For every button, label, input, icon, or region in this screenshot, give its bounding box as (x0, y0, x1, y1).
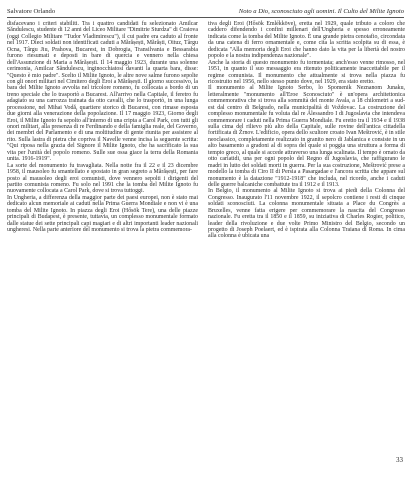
left-paragraph-1: disfacevano i criteri stabiliti. Tra i quattro candidati fu selezionato Amilcar Săndulescu, studente di 12 anni del Liceo Militare "Dimitrie Sturdza" di Craiova (oggi Collegio Militare "Tudor Vladimirescu"), il cui padre era caduto al fronte nel 1917. Dieci soldati non identificati caduti a Mărășești, Mărăști, Oituz, Târgu Ocna, Târgu Jiu, Prahova, Bucarest, in Dobrogia, Transilvania e Bessarabia furono riesumati e deposti in bare di quercia e vennero nella chiesa dell'Assunzione di Maria a Mărășești. Il 14 maggio 1923, durante una solenne cerimonia, Amilcar Săndulescu, inginocchiatosi davanti la quarta bara, disse: "Questo è mio padre". Scelto il Milite Ignoto, le altre nove salme furono sepolte con gli onori militari nel Cimitero degli Eroi a Mărășești. Il giorno successivo, la bara del Milite Ignoto avvolta nel tricolore romeno, fu collocata a bordo di un treno speciale che lo trasportò a Bucarest. All'arrivo nella Capitale, il feretro fu adagiato su una carrozza trainata da otto cavalli, che lo trasportò, in una lunga processione, nel Mihai Vodă, quartiere storico di Bucarest, con rimase esposta due giorni alla venerazione della popolazione. Il 17 maggio 1923, Giorno degli Eroi, il Milite Ignoto fu sepolto all'interno di una cripta a Carol Park, con tutti gli onori militari, alla presenza di re Ferdinando e della famiglia reale, del Governo, dei membri del Parlamento e di una moltitudine di gente riunita per assistere al rito. Sulla lastra di pietra che copriva il Navelle venne incisa la seguente scritta: "Qui riposa nella grazia del Signore il Milite Ignoto, che ha sacrificato la sua vita per l'unità del popolo romeno. Sulle sue ossa giace la terra della Romania unita. 1916-1919". (7, 21, 198, 163)
header-title (239, 7, 404, 17)
right-paragraph-4: In Belgio, il monumento al Milite Ignoto si trova ai piedi della Colonna del Congresso. Inaugurato l'11 novembre 1922, il sepolcro contiene i resti di cinque soldati sconosciuti. La colonna monumentale situata a Place du Congrès a Bruxelles, venne fatta erigere per commemorare la nascita del Congresso nazionale. Fu eretta tra il 1850 e il 1859, su iniziativa di Charles Rogier, politico, leader della rivoluzione e due volte Primo Ministro del Belgio, secondo un progetto di Joseph Poelaert, ed è ispirata alla Colonna Traiana di Roma. In cima alla colonna è ubicata una (208, 188, 405, 240)
header-title-separator: . (334, 8, 338, 15)
running-header (7, 7, 404, 17)
header-title-main: Noto a Dio, sconosciuto agli uomini (238, 8, 335, 15)
header-author: Salvatore Orlando (7, 8, 56, 15)
right-paragraph-2: Anche la storia di questo monumento fu tormentata; anch'esso venne rimosso, nel 1951, in quanto il suo messaggio era ritenuto politicamente inaccettabile per il regime comunista. Il monumento che attualmente si trova nella piazza fu ricostruito nel 1956, nello stesso punto dove, nel 1929, era stato eretto. (208, 59, 405, 85)
right-paragraph-1: tiva degli Eroi (Hősök Emlékköve), eretta nel 1929, quale tributo a coloro che caddero difendendo i confini millenari dell'Ungheria e spesso erroneamente indicata come la tomba del Milite Ignoto. È una grande pietra cenotafio, circondata da una catena di ferro ornamentale e, come cita la scritta scolpita su di essa, è dedicata "Alla memoria degli Eroi che hanno dato la vita per la libertà del nostro popolo e la nostra indipendenza nazionale". (208, 21, 405, 60)
header-rule (7, 17, 404, 18)
right-column (208, 21, 405, 240)
header-title-sub: Il Culto del Milite Ignoto (337, 8, 404, 15)
left-paragraph-3: In Ungheria, a differenza della maggior parte dei paesi europei, non è stato mai dedicato alcun memoriale ai caduti nella Prima Guerra Mondiale e non vi è una tomba del Milite Ignoto. In piazza degli Eroi (Hősök Tere), una delle piazze principali di Budapest, è presente, tuttavia, un complesso monumentale formato dalle statue dei sette principali capi magiari e di altri importanti leader nazionali ungheresi. Nella parte anteriore del monumento si trova la pietra commemora- (7, 194, 198, 233)
left-column (7, 21, 198, 233)
page-number: 33 (396, 456, 403, 464)
left-paragraph-2: La sorte del monumento fu travagliata. Nella notte fra il 22 e il 23 dicembre 1958, il mausoleo fu smantellato e spostato in gran segreto a Mărășești, per fare posto al mausoleo degli eroi comunisti, dove vennero sepolti i dirigenti del partito comunista romeno. Fu solo nel 1991 che la tomba del Milite Ignoto fu nuovamente collocata a Carol Park, dove si trova tuttoggi. (7, 162, 198, 195)
right-paragraph-3: Il monumento al Milite Ignoto Serbo, lo Spomenik Neznanom Junaku, letteralmente "monumento all'Eroe Sconosciuto" è un'opera architettonica commemorativa che si trova alla sommità del monte Avala, a 18 chilometri a sud-est dal centro di Belgrado, nella municipalità di Voždovac. La costruzione del complesso monumentale fu voluta dal re Alessandro I di Jugoslavia che intendeva commemorare i caduti nella Prima Guerra Mondiale. Fu eretto tra il 1934 e il 1938 sulla cima del rilievo più alto della Capitale, sulle rovine dell'antica cittadella fortificata di Žrnov. L'edificio, opera dello scultore croato Ivan Meštrović, è in stile neoclassico, completamente realizzato in granito nero di Jablanica e consiste in un alto basamento a gradoni al di sopra del quale si poggia una struttura a forma di tempio greco, al quale si accede attraverso una lunga scalinata. Il tempo è ornato da otto cariatidi, una per ogni popolo del Regno di Jugoslavia, che raffigurano le madri in lutto dei soldati morti in guerra. Per la sua costruzione, Meštrović prese a modello la tomba di Ciro II di Persia a Pasargadae e l'ancora scritta che appare sul monumento è la datazione "1912-1918" che includa, nel ricordo, anche i caduti delle guerre balcaniche combattute tra il 1912 e il 1913. (208, 85, 405, 188)
